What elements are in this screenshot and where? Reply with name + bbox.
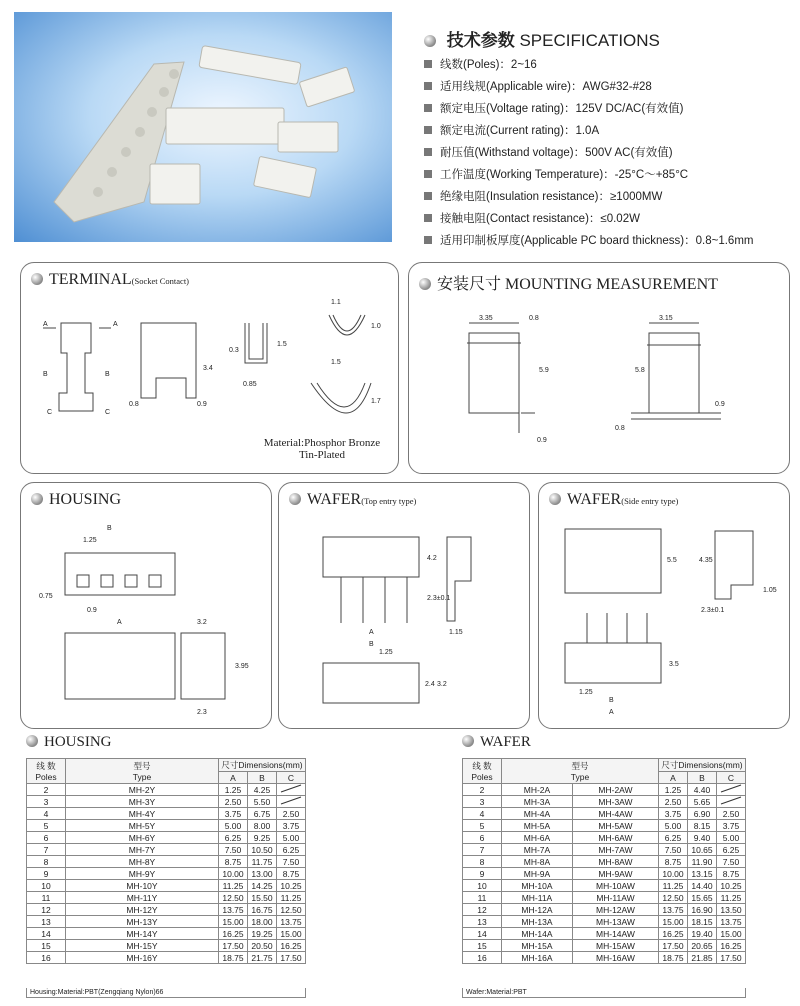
mounting-panel: 安装尺寸 MOUNTING MEASUREMENT 3.35 0.8 5.9 0.9 3.15 5.8 0.9 0.8 [408, 262, 790, 474]
table-cell: 7 [27, 844, 66, 856]
table-header-row: 线 数 Poles 型号 Type 尺寸Dimensions(mm) [463, 759, 746, 772]
table-cell: 9 [27, 868, 66, 880]
diagonal-slash-icon [280, 796, 302, 805]
table-cell: 6.25 [717, 844, 746, 856]
table-cell: 7.50 [219, 844, 248, 856]
table-cell: 6.25 [219, 832, 248, 844]
table-cell: 18.00 [248, 916, 277, 928]
table-cell: 10.00 [219, 868, 248, 880]
table-row [463, 856, 746, 868]
table-row [463, 844, 746, 856]
table-cell: 10.00 [659, 868, 688, 880]
table-cell: 13.75 [219, 904, 248, 916]
table-cell: 16.25 [717, 940, 746, 952]
table-cell: 5.00 [277, 832, 306, 844]
spec-row: 接触电阻(Contact resistance)：≤0.02W [424, 210, 640, 226]
table-cell: MH-15Y [66, 940, 219, 952]
round-bullet-icon [26, 735, 38, 747]
table-cell: MH-16Y [66, 952, 219, 964]
table-row [27, 844, 306, 856]
table-cell: 13 [27, 916, 66, 928]
table-row [27, 952, 306, 964]
table-row [27, 856, 306, 868]
table-cell: 3 [27, 796, 66, 808]
round-bullet-icon [424, 35, 436, 47]
table-cell: 8 [463, 856, 502, 868]
table-cell: 8.75 [277, 868, 306, 880]
table-cell: 16.25 [659, 928, 688, 940]
table-cell: 18.75 [659, 952, 688, 964]
table-row [463, 940, 746, 952]
table-cell: 5.65 [688, 796, 717, 808]
empty-cell [277, 796, 306, 808]
table-row [27, 928, 306, 940]
table-cell: 6 [463, 832, 502, 844]
table-cell: 6.75 [248, 808, 277, 820]
table-cell: 11 [463, 892, 502, 904]
table-cell: 8.00 [248, 820, 277, 832]
table-cell: 15.50 [248, 892, 277, 904]
table-cell: 5 [463, 820, 502, 832]
table-cell: MH-16AW [572, 952, 658, 964]
mounting-drawing [409, 263, 789, 473]
table-row [463, 820, 746, 832]
table-row [463, 880, 746, 892]
table-cell: MH-10Y [66, 880, 219, 892]
table-cell: MH-10AW [572, 880, 658, 892]
housing-table [26, 758, 306, 964]
wafer-table-body [463, 784, 746, 964]
table-cell: 4 [27, 808, 66, 820]
table-cell: 4 [463, 808, 502, 820]
table-cell: MH-5AW [572, 820, 658, 832]
round-bullet-icon [419, 278, 431, 290]
table-row [27, 796, 306, 808]
table-cell: MH-4A [502, 808, 573, 820]
table-cell: MH-6AW [572, 832, 658, 844]
round-bullet-icon [289, 493, 301, 505]
wafer-side-title: WAFER(Side entry type) [549, 491, 678, 509]
wafer-table [462, 758, 746, 964]
table-cell: 10.65 [688, 844, 717, 856]
specifications-title-cn: 技术参数 [446, 31, 515, 51]
table-cell: 9.25 [248, 832, 277, 844]
table-cell: 16.75 [248, 904, 277, 916]
table-cell: 10.25 [277, 880, 306, 892]
table-cell: 17.50 [659, 940, 688, 952]
table-cell: MH-16A [502, 952, 573, 964]
mounting-title: 安装尺寸 MOUNTING MEASUREMENT [419, 271, 718, 294]
table-cell: 15.00 [659, 916, 688, 928]
table-cell: MH-15AW [572, 940, 658, 952]
table-row [463, 808, 746, 820]
empty-cell [717, 796, 746, 808]
table-cell: MH-14Y [66, 928, 219, 940]
terminal-panel: TERMINAL(Socket Contact) Material:Phosphor Bronze Tin-Plated 1.1 1.0 1.5 1.7 3.4 1.5 0.3 0.85 0.8 0.9 A A B B C C [20, 262, 399, 474]
table-cell: 14.40 [688, 880, 717, 892]
table-cell: 5.00 [219, 820, 248, 832]
table-cell: 14 [463, 928, 502, 940]
diagonal-slash-icon [720, 796, 742, 805]
diagonal-slash-icon [720, 784, 742, 793]
product-photo-art [14, 12, 392, 242]
table-cell: 13.75 [717, 916, 746, 928]
table-cell: MH-8Y [66, 856, 219, 868]
table-cell: MH-14AW [572, 928, 658, 940]
table-cell: 18.15 [688, 916, 717, 928]
table-cell: 10 [463, 880, 502, 892]
table-cell: MH-9Y [66, 868, 219, 880]
housing-panel: HOUSING B 1.25 0.75 0.9 A 3.2 3.95 2.3 [20, 482, 272, 729]
spec-row: 耐压值(Withstand voltage)：500V AC(有效值) [424, 144, 673, 160]
table-cell: 15.00 [717, 928, 746, 940]
table-cell: 10.50 [248, 844, 277, 856]
table-cell: 11.90 [688, 856, 717, 868]
table-cell: 16 [27, 952, 66, 964]
table-cell: MH-12A [502, 904, 573, 916]
spec-row: 额定电流(Current rating)：1.0A [424, 122, 599, 138]
table-cell: 14 [27, 928, 66, 940]
square-bullet-icon [424, 192, 432, 200]
housing-footnote: Housing:Material:PBT(Zengqiang Nylon)66 [26, 988, 306, 998]
product-photo [14, 12, 392, 242]
table-cell: 12.50 [219, 892, 248, 904]
wafer-side-entry-drawing [539, 483, 789, 728]
table-cell: 11 [27, 892, 66, 904]
diagonal-slash-icon [280, 784, 302, 793]
round-bullet-icon [31, 493, 43, 505]
table-cell: 3.75 [219, 808, 248, 820]
table-cell: MH-12AW [572, 904, 658, 916]
table-cell: 8.75 [219, 856, 248, 868]
table-row [463, 796, 746, 808]
table-cell: 16.90 [688, 904, 717, 916]
table-cell: 12.50 [277, 904, 306, 916]
table-cell: MH-8AW [572, 856, 658, 868]
table-row [27, 808, 306, 820]
table-cell: MH-6Y [66, 832, 219, 844]
table-cell: 19.40 [688, 928, 717, 940]
spec-row: 适用线规(Applicable wire)：AWG#32-#28 [424, 78, 652, 94]
spec-row: 绝缘电阻(Insulation resistance)：≥1000MW [424, 188, 662, 204]
table-cell: 11.75 [248, 856, 277, 868]
empty-cell [717, 784, 746, 796]
table-cell: 3.75 [717, 820, 746, 832]
table-cell: MH-2A [502, 784, 573, 796]
table-cell: MH-4AW [572, 808, 658, 820]
table-cell: 18.75 [219, 952, 248, 964]
square-bullet-icon [424, 82, 432, 90]
table-cell: MH-2AW [572, 784, 658, 796]
table-cell: 11.25 [277, 892, 306, 904]
table-row [27, 832, 306, 844]
table-cell: 13 [463, 916, 502, 928]
table-row [27, 880, 306, 892]
table-cell: 1.25 [219, 784, 248, 796]
table-row [27, 916, 306, 928]
table-cell: 8.75 [717, 868, 746, 880]
table-cell: MH-9A [502, 868, 573, 880]
table-cell: MH-13AW [572, 916, 658, 928]
table-cell: 21.85 [688, 952, 717, 964]
table-cell: 11.25 [219, 880, 248, 892]
table-cell: 4.25 [248, 784, 277, 796]
table-cell: 5.00 [717, 832, 746, 844]
table-cell: MH-9AW [572, 868, 658, 880]
table-cell: MH-3AW [572, 796, 658, 808]
table-cell: MH-5A [502, 820, 573, 832]
table-cell: MH-3A [502, 796, 573, 808]
table-cell: MH-15A [502, 940, 573, 952]
table-cell: MH-12Y [66, 904, 219, 916]
table-cell: 2.50 [219, 796, 248, 808]
square-bullet-icon [424, 236, 432, 244]
table-row [463, 916, 746, 928]
housing-drawing [21, 483, 271, 728]
table-cell: MH-8A [502, 856, 573, 868]
specifications-title [424, 26, 660, 51]
table-cell: 2.50 [717, 808, 746, 820]
table-cell: 10 [27, 880, 66, 892]
table-cell: MH-3Y [66, 796, 219, 808]
table-cell: 7 [463, 844, 502, 856]
spec-row: 适用印制板厚度(Applicable PC board thickness)：0.8~1.6mm [424, 232, 753, 248]
table-cell: 15 [27, 940, 66, 952]
wafer-top-title: WAFER(Top entry type) [289, 491, 416, 509]
table-cell: MH-4Y [66, 808, 219, 820]
table-cell: MH-7AW [572, 844, 658, 856]
housing-table-body [27, 784, 306, 964]
wafer-side-entry-panel: WAFER(Side entry type) 5.5 4.35 1.05 2.3±0.1 3.5 1.25 B A [538, 482, 790, 729]
table-cell: 16 [463, 952, 502, 964]
table-cell: 12 [27, 904, 66, 916]
table-cell: 19.25 [248, 928, 277, 940]
table-cell: MH-11Y [66, 892, 219, 904]
table-cell: 8 [27, 856, 66, 868]
round-bullet-icon [549, 493, 561, 505]
table-cell: 20.50 [248, 940, 277, 952]
table-cell: 13.75 [659, 904, 688, 916]
housing-panel-title: HOUSING [31, 491, 121, 509]
spec-row: 线数(Poles)：2~16 [424, 56, 537, 72]
table-cell: 20.65 [688, 940, 717, 952]
specifications-block [406, 10, 800, 246]
table-cell: 6.90 [688, 808, 717, 820]
table-header-row: A B C [463, 772, 746, 784]
table-cell: 6 [27, 832, 66, 844]
table-cell: 15.65 [688, 892, 717, 904]
square-bullet-icon [424, 170, 432, 178]
round-bullet-icon [462, 735, 474, 747]
table-cell: 2 [463, 784, 502, 796]
table-cell: 3 [463, 796, 502, 808]
table-row [27, 940, 306, 952]
specifications-title-en: SPECIFICATIONS [519, 31, 660, 50]
table-cell: 2.50 [277, 808, 306, 820]
table-cell: 16.25 [219, 928, 248, 940]
table-row [463, 892, 746, 904]
table-cell: MH-13A [502, 916, 573, 928]
table-cell: 9 [463, 868, 502, 880]
table-header-row: A B C [27, 772, 306, 784]
table-cell: 13.00 [248, 868, 277, 880]
table-cell: 10.25 [717, 880, 746, 892]
table-cell: 5.50 [248, 796, 277, 808]
table-cell: 7.50 [277, 856, 306, 868]
table-row [463, 928, 746, 940]
table-cell: 13.50 [717, 904, 746, 916]
table-cell: 4.40 [688, 784, 717, 796]
table-cell: MH-2Y [66, 784, 219, 796]
table-cell: MH-11A [502, 892, 573, 904]
table-cell: 12.50 [659, 892, 688, 904]
table-cell: MH-10A [502, 880, 573, 892]
table-cell: 11.25 [717, 892, 746, 904]
table-cell: 2.50 [659, 796, 688, 808]
table-cell: MH-6A [502, 832, 573, 844]
table-row [27, 868, 306, 880]
table-cell: 17.50 [219, 940, 248, 952]
table-cell: MH-7A [502, 844, 573, 856]
table-cell: 3.75 [277, 820, 306, 832]
spec-row: 额定电压(Voltage rating)：125V DC/AC(有效值) [424, 100, 683, 116]
table-row [463, 868, 746, 880]
square-bullet-icon [424, 60, 432, 68]
table-row [463, 832, 746, 844]
square-bullet-icon [424, 104, 432, 112]
table-cell: 15.00 [219, 916, 248, 928]
table-cell: 11.25 [659, 880, 688, 892]
table-cell: MH-14A [502, 928, 573, 940]
table-cell: MH-11AW [572, 892, 658, 904]
empty-cell [277, 784, 306, 796]
table-cell: 12 [463, 904, 502, 916]
terminal-title: TERMINAL(Socket Contact) [31, 271, 189, 289]
table-cell: 7.50 [659, 844, 688, 856]
table-header-row: 线 数 Poles 型号 Type 尺寸Dimensions(mm) [27, 759, 306, 772]
table-cell: 5 [27, 820, 66, 832]
terminal-material: Material:Phosphor Bronze Tin-Plated [263, 437, 381, 461]
table-row [463, 904, 746, 916]
table-cell: 1.25 [659, 784, 688, 796]
table-cell: 8.15 [688, 820, 717, 832]
round-bullet-icon [31, 273, 43, 285]
table-row [27, 892, 306, 904]
table-cell: 17.50 [277, 952, 306, 964]
table-cell: 13.15 [688, 868, 717, 880]
spec-row: 工作温度(Working Temperature)：-25°C～+85°C [424, 166, 688, 182]
table-cell: 3.75 [659, 808, 688, 820]
table-row [27, 904, 306, 916]
wafer-table-title: WAFER [462, 734, 531, 751]
table-cell: 9.40 [688, 832, 717, 844]
table-row [27, 820, 306, 832]
wafer-footnote: Wafer:Material:PBT [462, 988, 746, 998]
wafer-top-entry-drawing [279, 483, 529, 728]
table-cell: 15.00 [277, 928, 306, 940]
square-bullet-icon [424, 148, 432, 156]
table-cell: MH-7Y [66, 844, 219, 856]
table-cell: MH-5Y [66, 820, 219, 832]
table-cell: 6.25 [659, 832, 688, 844]
table-cell: 5.00 [659, 820, 688, 832]
table-row [463, 784, 746, 796]
table-row [27, 784, 306, 796]
table-cell: 14.25 [248, 880, 277, 892]
square-bullet-icon [424, 126, 432, 134]
table-cell: 16.25 [277, 940, 306, 952]
table-cell: 6.25 [277, 844, 306, 856]
table-cell: 15 [463, 940, 502, 952]
table-cell: 21.75 [248, 952, 277, 964]
table-cell: 2 [27, 784, 66, 796]
square-bullet-icon [424, 214, 432, 222]
table-cell: 8.75 [659, 856, 688, 868]
table-cell: MH-13Y [66, 916, 219, 928]
table-cell: 17.50 [717, 952, 746, 964]
table-row [463, 952, 746, 964]
table-cell: 7.50 [717, 856, 746, 868]
wafer-top-entry-panel: WAFER(Top entry type) 4.2 2.3±0.1 1.15 A B 1.25 2.4 3.2 [278, 482, 530, 729]
housing-table-title: HOUSING [26, 734, 112, 751]
table-cell: 13.75 [277, 916, 306, 928]
